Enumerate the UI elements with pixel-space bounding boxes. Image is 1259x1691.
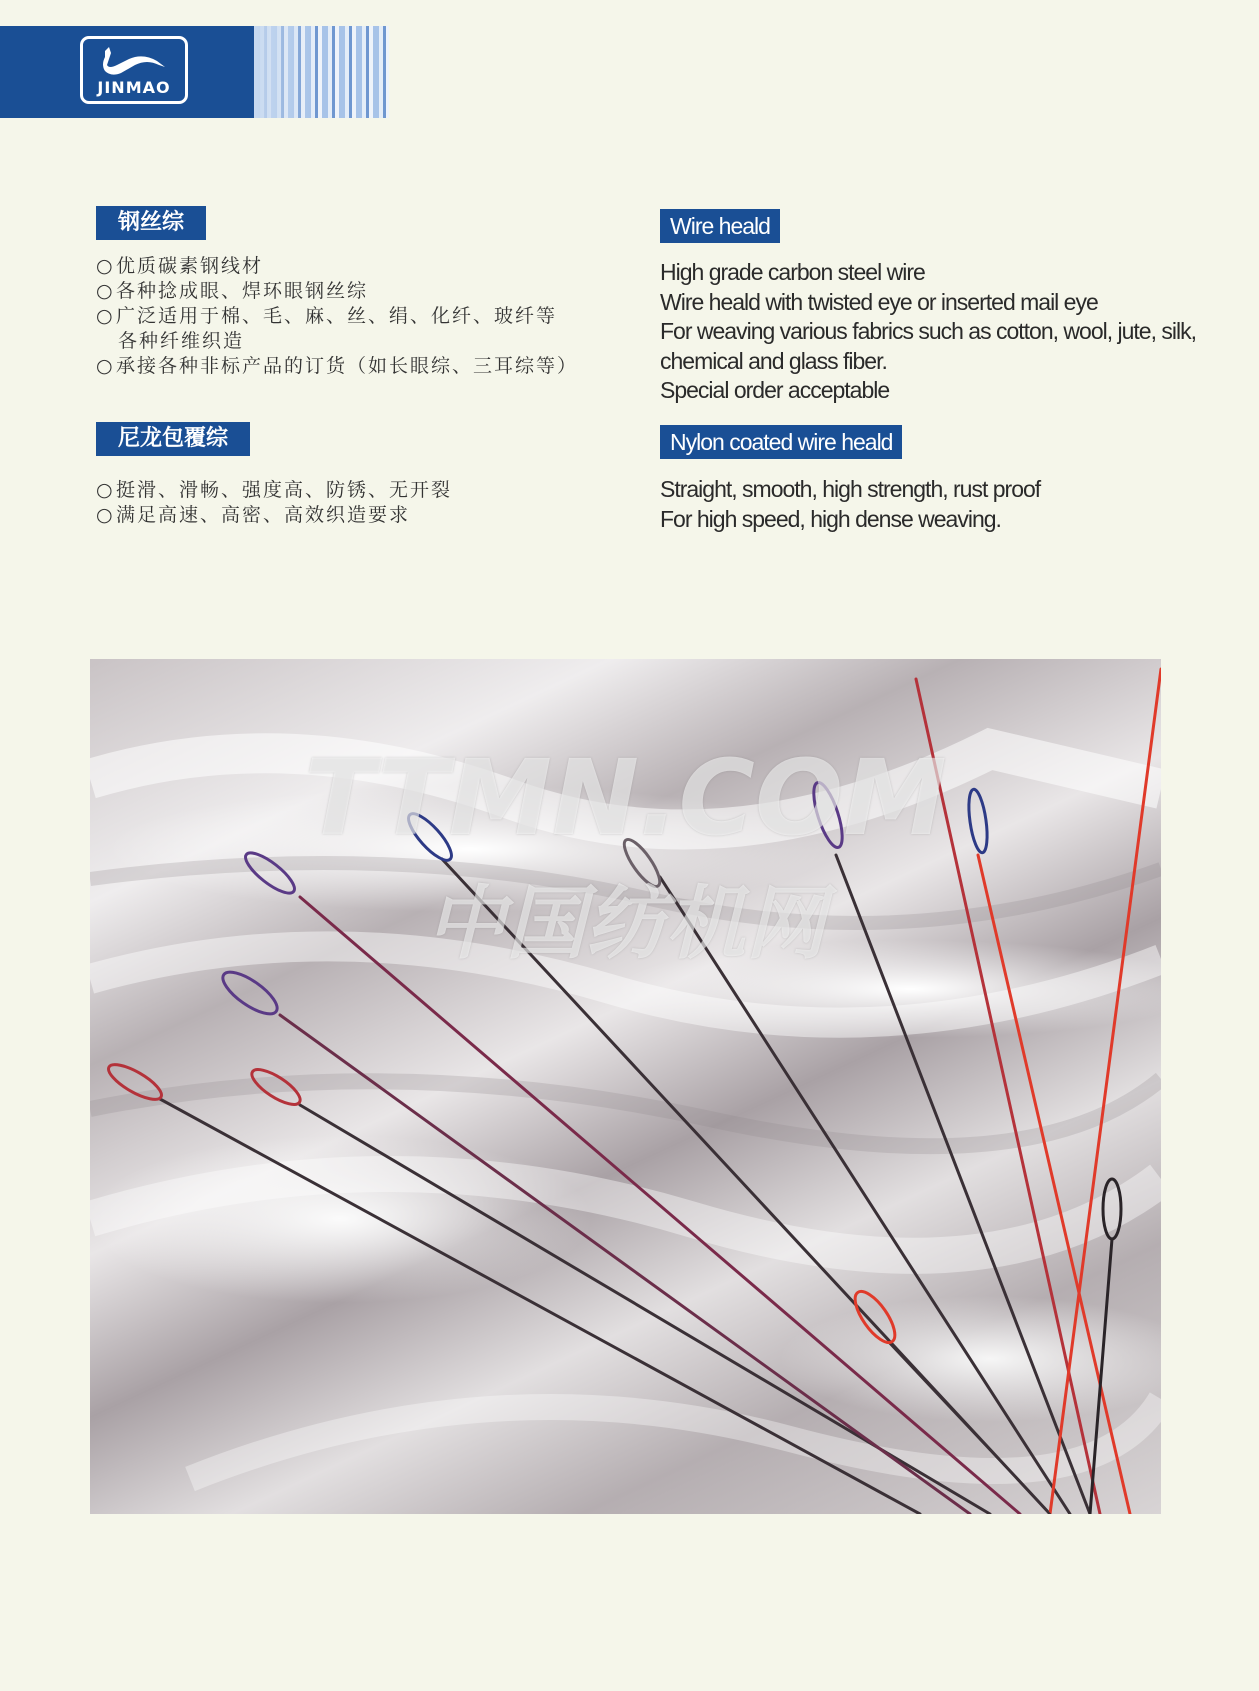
list-item: High grade carbon steel wire [660,259,925,285]
circle-bullet-icon: ○ [96,280,115,302]
list-item-text: 优质碳素钢线材 [116,255,264,277]
circle-bullet-icon: ○ [96,355,115,377]
en-list-wire-heald [660,258,1196,406]
list-item: Wire heald with twisted eye or inserted mail eye [660,288,1098,315]
list-item: Special order acceptable [660,377,890,403]
list-item: Straight, smooth, high strength, rust proof [660,476,1041,502]
list-item [96,254,578,279]
cn-section-title-nylon-heald: 尼龙包覆综 [96,422,250,456]
circle-bullet-icon: ○ [96,504,115,526]
list-item-text: 满足高速、高密、高效织造要求 [116,504,411,526]
watermark-site-name: 中国纺机网 [425,877,826,970]
jinmao-logo [80,36,188,104]
cn-list-nylon-heald [96,478,452,528]
en-section-title-wire-heald: Wire heald [660,209,780,243]
horse-icon [99,43,169,81]
cn-section-title-wire-heald: 钢丝综 [96,206,206,240]
watermark-domain: TTMN.COM [304,737,947,859]
circle-bullet-icon: ○ [96,479,115,501]
en-list-nylon-heald [660,475,1040,534]
list-item: chemical and glass fiber. [660,347,887,374]
cn-list-wire-heald [96,254,578,379]
heald-wires-photo [90,659,1161,1514]
en-section-title-nylon-heald: Nylon coated wire heald [660,425,902,459]
list-item: For weaving various fabrics such as cotton, wool, jute, silk, [660,318,1196,344]
list-item-text: 挺滑、滑畅、强度高、防锈、无开裂 [116,479,453,501]
header-stripes-fade [254,26,314,118]
list-item [96,478,452,503]
list-item [96,329,578,354]
list-item-text: 各种捻成眼、焊环眼钢丝综 [116,280,369,302]
list-item-text: 各种纤维织造 [118,330,245,352]
circle-bullet-icon: ○ [96,305,115,327]
list-item: For high speed, high dense weaving. [660,505,1001,532]
list-item-text: 广泛适用于棉、毛、麻、丝、绢、化纤、玻纤等 [116,305,558,327]
list-item [96,354,578,379]
circle-bullet-icon: ○ [96,255,115,277]
list-item [96,503,452,528]
logo-text: JINMAO [97,78,171,97]
list-item [96,304,578,329]
list-item-text: 承接各种非标产品的订货（如长眼综、三耳综等） [116,355,579,377]
list-item [96,279,578,304]
